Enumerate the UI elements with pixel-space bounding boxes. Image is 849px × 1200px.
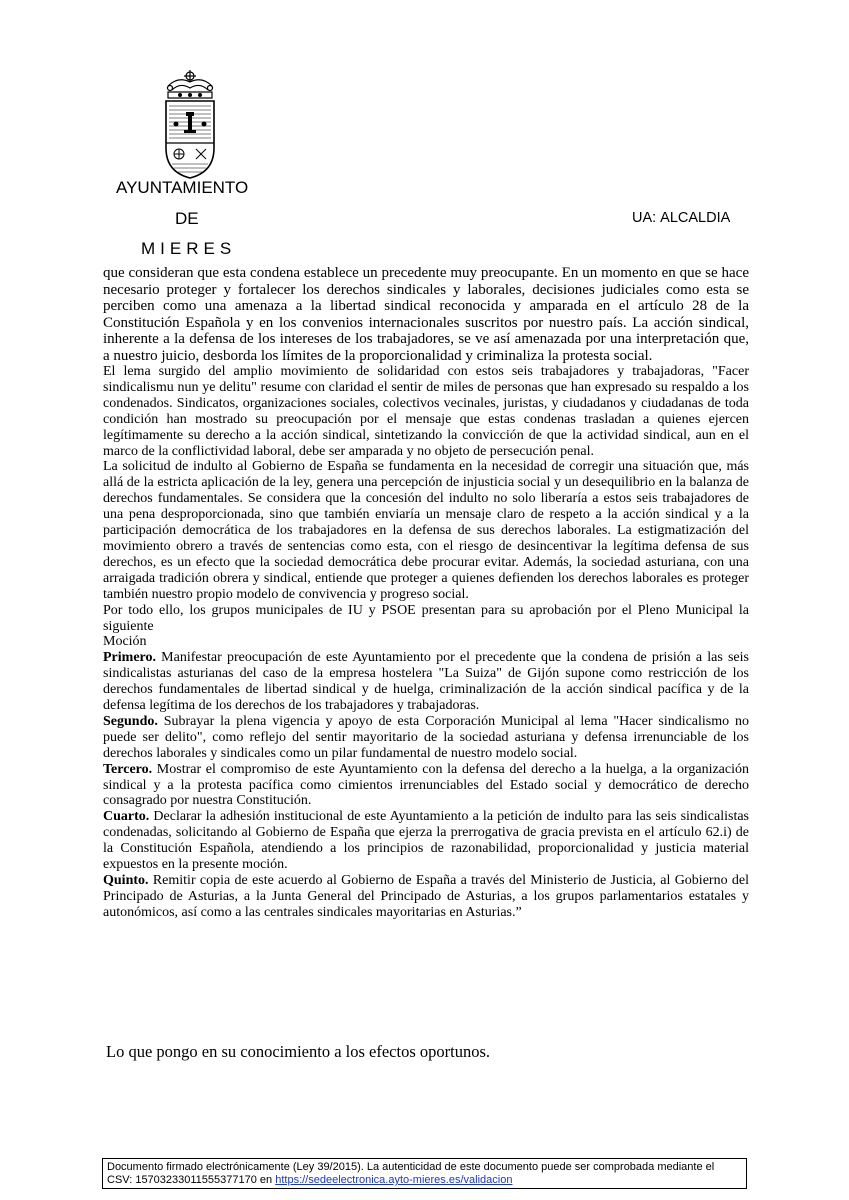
resolution-text: Declarar la adhesión institucional de este Ayuntamiento a la petición de indulto para las seis sindicalistas condenadas, solicitando al Gobierno de España que ejerza la prerrogativa de gracia prevista en el artículo 62.i) de la Constitución Española, atendiendo a los principios de razonabilidad, proporcionalidad y justicia material expuestos en la presente moción. [103,809,749,873]
resolution-heading: Tercero. [103,761,153,777]
paragraph: El lema surgido del amplio movimiento de solidaridad con estos seis trabajadores y trabajadoras, "Facer sindicalismu nun ye delitu" resume con claridad el sentir de miles de personas que han expresado su respaldo a los condenados. Sindicatos, organizaciones sociales, colectivos vecinales, juristas, y ciudadanos y ciudadanas de toda condición han mostrado su preocupación por el mensaje que estas condenas trasladan a quienes ejercen legítimamente su derecho a la acción sindical, sintetizando la convicción de que la actividad sindical, aun en el marco de la conflictividad laboral, debe ser amparada y no objeto de persecución penal. [103,364,749,459]
unit-value: ALCALDIA [660,210,731,226]
resolution-heading: Segundo. [103,713,158,729]
municipal-coat-of-arms [160,68,220,180]
paragraph: Por todo ello, los grupos municipales de IU y PSOE presentan para su aprobación por el Pleno Municipal la siguiente [103,602,749,634]
paragraph: que consideran que esta condena establece un precedente muy preocupante. En un momento en que se hace necesario proteger y fortalecer los derechos sindicales y laborales, decisiones judiciales como esta se perciben como una amenaza a la libertad sindical reconocida y amparada en el artículo 28 de la Constitución Española y en los convenios internacionales suscritos por nuestro país. La acción sindical, inherente a la defensa de los intereses de los trabajadores, se ve así amenazada por una interpretación que, a nuestro juicio, desborda los límites de la proporcionalidad y criminaliza la protesta social. [103,265,749,364]
signature-footer [102,1158,747,1189]
document-body [103,265,749,921]
org-name-line-3: MIERES [141,239,237,258]
resolution-item [103,650,749,714]
resolution-heading: Cuarto. [103,809,150,825]
resolution-text: Mostrar el compromiso de este Ayuntamiento con la defensa del derecho a la huelga, a la organización sindical y a la protesta pacífica como cimientos irrenunciables del Estado social y democrático de derecho consagrado por nuestra Constitución. [103,761,749,809]
validation-link[interactable]: https://sedeelectronica.ayto-mieres.es/validacion [275,1174,513,1186]
footer-csv-line [107,1174,742,1187]
closing-statement: Lo que pongo en su conocimiento a los efectos oportunos. [106,1042,491,1061]
resolution-heading: Quinto. [103,873,149,888]
footer-notice: Documento firmado electrónicamente (Ley 39/2015). La autenticidad de este documento puede ser comprobada mediante el [107,1161,715,1173]
resolution-text: Manifestar preocupación de este Ayuntamiento por el precedente que la condena de prisión a las seis sindicalistas asturianas del caso de la empresa hostelera "La Suiza" de Gijón supone como restricción de los derechos fundamentales de libertad sindical y de huelga, criminalización de la acción sindical pacífica y de la defensa legítima de los derechos de los trabajadores y trabajadoras. [103,650,749,714]
resolution-text: Remitir copia de este acuerdo al Gobierno de España a través del Ministerio de Justicia, al Gobierno del Principado de Asturias, a la Junta General del Principado de Asturias, a los grupos parlamentarios estatales y autonómicos, así como a las centrales sindicales mayoritarias en Asturias.” [103,873,749,920]
paragraph: La solicitud de indulto al Gobierno de España se fundamenta en la necesidad de corregir una situación que, más allá de la estricta aplicación de la ley, genera una percepción de injusticia social y un desequilibrio en la balanza de derechos fundamentales. Se considera que la concesión del indulto no solo liberaría a estos seis trabajadores de una pena desproporcionada, sino que también enviaría un mensaje claro de respeto a la acción sindical y a la participación democrática de los trabajadores en la defensa de sus derechos laborales. La estigmatización del movimiento obrero a través de sentencias como esta, con el riesgo de desincentivar la legítima defensa de sus derechos, es un efecto que la sociedad democrática debe procurar evitar. Además, la sociedad asturiana, con una arraigada tradición obrera y sindical, entiende que proteger a quienes defienden los derechos laborales es proteger también nuestro propio modelo de convivencia y progreso social. [103,459,749,602]
org-name-line-1: AYUNTAMIENTO [116,178,249,197]
csv-code: CSV: 15703233011555377170 en [107,1174,276,1186]
org-name-line-2: DE [175,209,199,228]
administrative-unit [632,210,730,226]
unit-label: UA: [632,210,657,226]
motion-heading: Moción [103,634,147,650]
resolution-item [103,762,749,810]
resolution-item [103,809,749,873]
resolution-text: Subrayar la plena vigencia y apoyo de esta Corporación Municipal al lema "Hacer sindicalismo no puede ser delito", como reflejo del sentir mayoritario de la sociedad asturiana y defensa irrenunciable de los derechos laborales y sindicales como un pilar fundamental de nuestro modelo social. [103,713,749,761]
resolution-item [103,714,749,762]
resolution-item [103,873,749,921]
resolution-heading: Primero. [103,650,156,666]
